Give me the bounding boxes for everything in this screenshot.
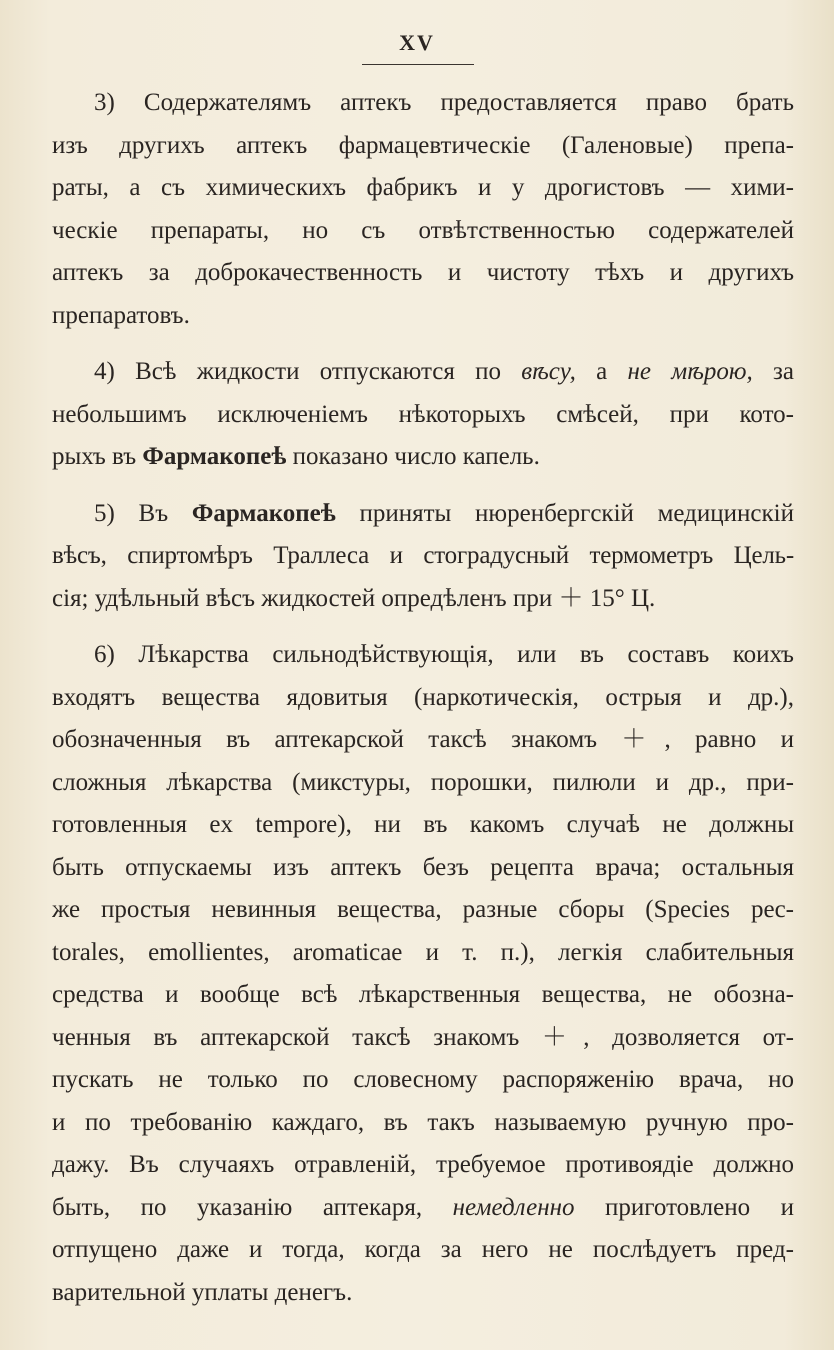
text-line: аптекъ за доброкачественность и чистоту тѣхъ и другихъ [52,259,794,286]
bold-text: Фармакопеѣ [142,443,287,470]
italic-text: немедленно [452,1193,575,1221]
text-line: дажу. Въ случаяхъ отравленiй, требуемое противоядiе должно [52,1151,794,1178]
text-run: приняты нюренбергскiй медицинскiй [335,499,794,527]
page-number: XV [399,30,435,55]
italic-text: не мѣрою, [627,358,753,385]
text-line: пускать не только по словесному распоряженiю врача, но [52,1066,794,1093]
paragraph-4 [52,351,794,479]
text-line: быть отпускаемы изъ аптекъ безъ рецепта врача; остальныя [52,853,794,881]
paragraph-6 [52,634,794,1314]
text-line: torales, emollientes, aromaticae и т. п.), легкiя слабительныя [52,938,794,966]
italic-text: вѣсу, [521,358,576,385]
text-line: средства и вообще всѣ лѣкарственныя вещества, не обозна- [52,981,794,1008]
paragraph-5 [52,493,794,621]
text-line: раты, а съ химическихъ фабрикъ и у дрогистовъ — хими- [52,174,794,201]
text-line: препаратовъ. [52,301,190,329]
paragraph-3 [52,82,794,337]
text-line: и по требованiю каждаго, въ такъ называемую ручную про- [52,1108,794,1136]
text-line: готовленныя ex tempore), ни въ какомъ случаѣ не должны [52,811,794,838]
text-run: а [575,358,628,385]
text-line [52,1187,794,1230]
text-line: отпущено даже и тогда, когда за него не послѣдуетъ пред- [52,1236,794,1263]
text-line: 6) Лѣкарства сильнодѣйствующiя, или въ составъ коихъ [94,641,794,668]
text-run: приготовлено и [574,1193,794,1221]
text-line: сiя; удѣльный вѣсъ жидкостей опредѣленъ при ＋ 15° Ц. [52,584,656,612]
text-line: небольшимъ исключенiемъ нѣкоторыхъ смѣсей, при кото- [52,400,794,428]
text-line: вѣсъ, спиртомѣръ Траллеса и стоградусный термометръ Цель- [52,542,794,569]
text-run: 4) Всѣ жидкости отпускаются по [94,358,522,385]
text-run: быть, по указанiю аптекаря, [52,1193,453,1221]
text-line: ческiе препараты, но съ отвѣтственностью содержателей [52,216,794,244]
text-run: рыхъ въ [52,443,143,470]
text-line [52,493,794,536]
text-run: показано число капель. [286,443,540,470]
text-run: за [752,358,794,385]
text-run: 5) Въ [94,499,192,527]
text-line: сложныя лѣкарства (микстуры, порошки, пилюли и др., при- [52,768,794,796]
text-line [52,436,794,479]
text-line: варительной уплаты денегъ. [52,1278,353,1306]
page-text [52,82,794,1328]
text-line: же простыя невинныя вещества, разные сборы (Species pec- [52,896,794,923]
header-rule [362,64,474,65]
text-line [52,351,794,394]
text-line: обозначенныя въ аптекарской таксѣ знакомъ ＋, равно и [52,726,794,753]
bold-text: Фармакопеѣ [191,499,336,527]
text-line: ченныя въ аптекарской таксѣ знакомъ ＋, дозволяется от- [52,1023,794,1051]
text-line: изъ другихъ аптекъ фармацевтическiе (Галеновые) препа- [52,131,794,159]
text-line: входятъ вещества ядовитыя (наркотическiя, острыя и др.), [52,683,794,711]
text-line: 3) Содержателямъ аптекъ предоставляется право брать [94,89,794,116]
